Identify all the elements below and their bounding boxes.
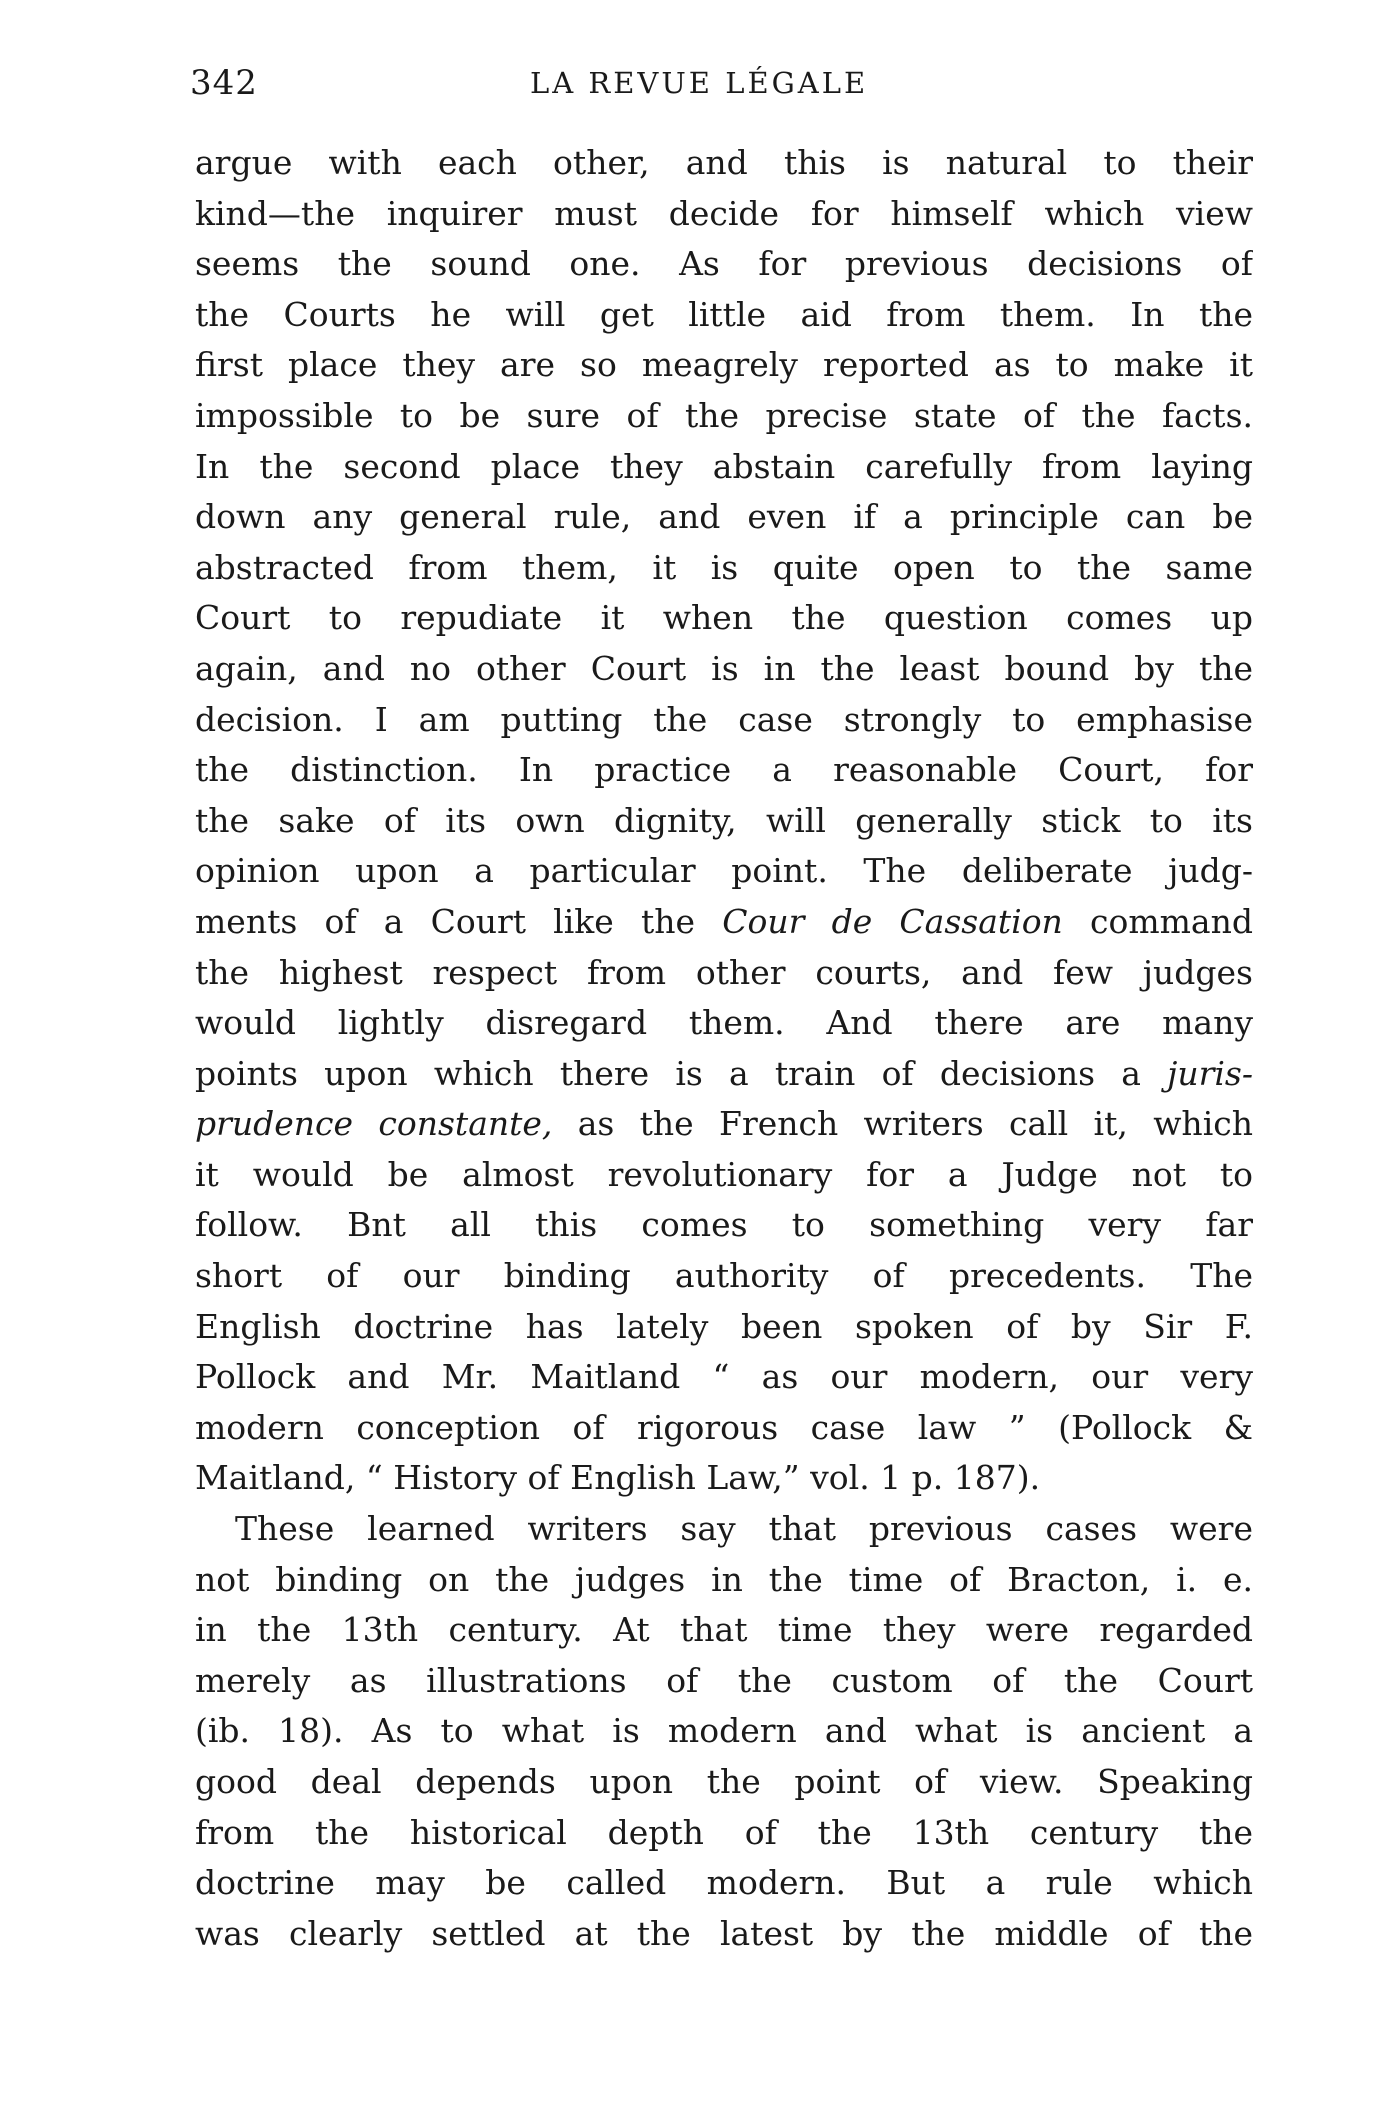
text-run: from the historical depth of the 13th century the <box>195 1812 1253 1852</box>
text-line <box>195 138 1253 189</box>
text-run: Pollock and Mr. Maitland “ as our modern, our very <box>195 1357 1253 1397</box>
text-line <box>195 1909 1253 1960</box>
text-run: again, and no other Court is in the least bound by the <box>195 648 1253 688</box>
text-run: the Courts he will get little aid from them. In the <box>195 294 1253 334</box>
italic-phrase: Cour de Cassation <box>722 901 1063 941</box>
text-line <box>195 745 1253 796</box>
text-run: not binding on the judges in the time of Bracton, i. e. <box>195 1559 1253 1599</box>
text-run: would lightly disregard them. And there are many <box>195 1003 1253 1043</box>
text-line <box>195 189 1253 240</box>
text-run: ments of a Court like the <box>195 901 723 941</box>
text-run: points upon which there is a train of decisions a <box>195 1053 1168 1093</box>
text-line <box>195 1706 1253 1757</box>
text-line <box>195 1504 1253 1555</box>
text-line <box>195 644 1253 695</box>
text-line <box>195 897 1253 948</box>
text-run: follow. Bnt all this comes to something very far <box>195 1205 1253 1245</box>
text-line <box>195 1302 1253 1353</box>
italic-phrase: juris- <box>1167 1053 1253 1093</box>
text-line <box>195 290 1253 341</box>
text-line <box>195 340 1253 391</box>
text-line <box>195 1150 1253 1201</box>
text-run: opinion upon a particular point. The deliberate judg- <box>195 851 1253 891</box>
text-line <box>195 391 1253 442</box>
text-run: as the French writers call it, which <box>552 1104 1253 1144</box>
text-run: seems the sound one. As for previous decisions of <box>195 244 1253 284</box>
text-run: it would be almost revolutionary for a Judge not to <box>195 1154 1253 1194</box>
text-run: decision. I am putting the case strongly to emphasise <box>195 699 1253 739</box>
text-line <box>195 1453 1253 1504</box>
text-run: In the second place they abstain carefully from laying <box>195 446 1253 486</box>
text-line <box>195 796 1253 847</box>
text-run: was clearly settled at the latest by the middle of the <box>195 1913 1253 1953</box>
text-run: merely as illustrations of the custom of the Court <box>195 1660 1253 1700</box>
text-run: doctrine may be called modern. But a rule which <box>195 1863 1253 1903</box>
text-line <box>195 1049 1253 1100</box>
body-text <box>195 138 1253 1959</box>
text-run: the distinction. In practice a reasonable Court, for <box>195 750 1253 790</box>
text-run: English doctrine has lately been spoken of by Sir F. <box>195 1306 1253 1346</box>
text-line <box>195 846 1253 897</box>
page-number: 342 <box>190 63 258 103</box>
text-run: Maitland, “ History of English Law,” vol. 1 p. 187). <box>195 1458 1041 1498</box>
text-line <box>195 492 1253 543</box>
text-run: down any general rule, and even if a principle can be <box>195 497 1253 537</box>
text-run: kind—the inquirer must decide for himself which view <box>195 193 1253 233</box>
text-line <box>195 695 1253 746</box>
running-title: LA REVUE LÉGALE <box>530 66 869 100</box>
text-run: (ib. 18). As to what is modern and what is ancient a <box>195 1711 1253 1751</box>
text-run: first place they are so meagrely reported as to make it <box>195 345 1253 385</box>
text-line <box>195 442 1253 493</box>
text-line <box>195 998 1253 1049</box>
text-line <box>195 593 1253 644</box>
text-line <box>195 1858 1253 1909</box>
text-run: short of our binding authority of precedents. The <box>195 1256 1253 1296</box>
text-line <box>195 1656 1253 1707</box>
text-run: command <box>1062 901 1253 941</box>
text-line <box>195 1352 1253 1403</box>
text-run: Court to repudiate it when the question comes up <box>195 598 1253 638</box>
text-run: good deal depends upon the point of view. Speaking <box>195 1762 1253 1801</box>
text-run: in the 13th century. At that time they were regarded <box>195 1610 1253 1650</box>
text-line <box>195 543 1253 594</box>
text-line <box>195 1099 1253 1150</box>
text-run: argue with each other, and this is natural to their <box>195 143 1253 182</box>
text-run: impossible to be sure of the precise state of the facts. <box>195 395 1253 435</box>
text-line <box>195 1605 1253 1656</box>
text-line <box>195 1808 1253 1859</box>
text-line <box>195 1251 1253 1302</box>
text-run: modern conception of rigorous case law ” (Pollock & <box>195 1407 1253 1447</box>
text-line <box>195 1200 1253 1251</box>
text-run: These learned writers say that previous cases were <box>235 1509 1253 1549</box>
text-run: the highest respect from other courts, and few judges <box>195 952 1253 992</box>
italic-phrase: prudence constante, <box>195 1104 553 1144</box>
text-line <box>195 1757 1253 1808</box>
text-line <box>195 239 1253 290</box>
text-line <box>195 948 1253 999</box>
text-run: abstracted from them, it is quite open to the same <box>195 547 1253 587</box>
running-head <box>190 58 1250 108</box>
text-line <box>195 1403 1253 1454</box>
text-run: the sake of its own dignity, will generally stick to its <box>195 800 1253 840</box>
text-line <box>195 1555 1253 1606</box>
